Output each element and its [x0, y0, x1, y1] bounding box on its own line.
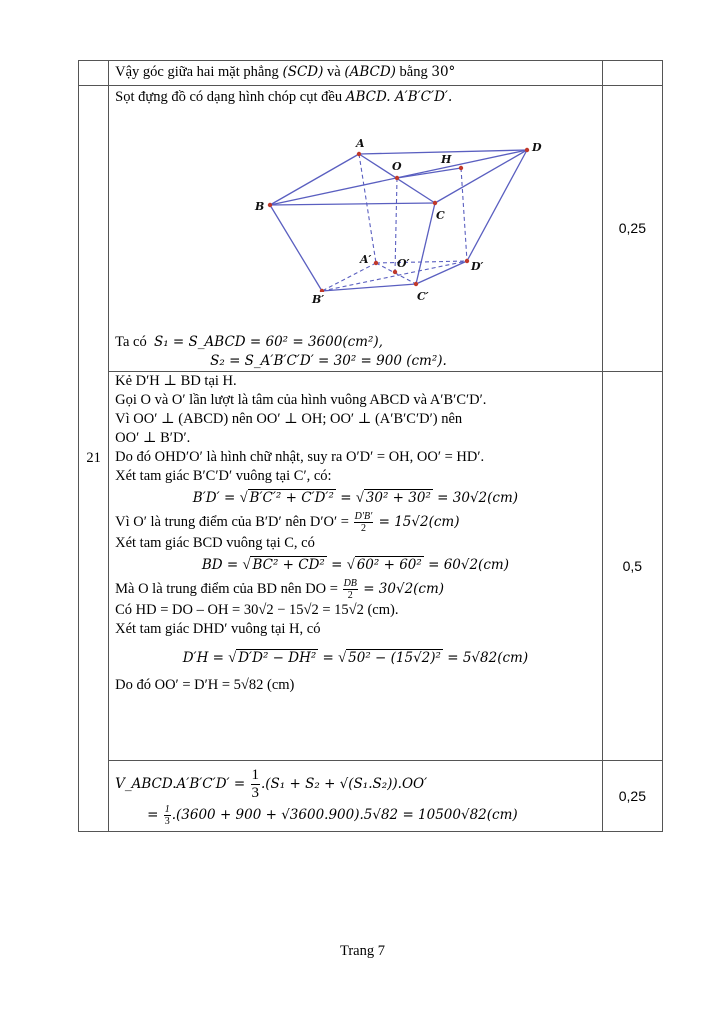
label-d: D [532, 141, 542, 154]
denominator: 3 [164, 816, 170, 827]
radicand: BC² + CD² [252, 557, 325, 573]
solution-line: Xét tam giác B′C′D′ vuông tại C′, có: [115, 468, 332, 484]
sqrt: √ D′D² − DH² [228, 650, 317, 666]
fraction [164, 804, 171, 827]
fraction [343, 578, 358, 601]
shape-name: ABCD. A′B′C′D′. [345, 89, 453, 105]
number-cell [79, 61, 109, 86]
formula-rhs: = 60√2(cm) [423, 557, 509, 573]
radicand: B′C′² + C′D′² [249, 490, 334, 506]
s1-formula: S₁ = S_ABCD = 60² = 3600(cm²), [153, 334, 383, 350]
table-row [79, 61, 663, 86]
score-cell [602, 761, 662, 832]
score-cell [602, 86, 662, 372]
score-cell [602, 61, 662, 86]
numerator: 1 [164, 804, 170, 815]
label-o-prime: O′ [397, 257, 410, 270]
fraction [251, 767, 261, 802]
label-d-prime: D′ [471, 260, 484, 273]
intro-text: Sọt đựng đồ có dạng hình chóp cụt đều [115, 89, 346, 105]
eq-sign: = [147, 806, 163, 823]
formula-lhs: BD = [201, 557, 243, 573]
score-value: 0,5 [622, 557, 643, 574]
row1-text-mid: và [323, 64, 345, 80]
solution-line: Xét tam giác DHD′ vuông tại H, có [115, 621, 321, 637]
score-cell [602, 372, 662, 761]
formula-bd [115, 556, 596, 575]
volume-result [115, 804, 596, 827]
s1-prefix: Ta có [115, 334, 147, 350]
formula-dh [115, 649, 596, 668]
frustum-diagram [115, 107, 577, 292]
solution-line: Do đó OO′ = D′H = 5√82 (cm) [115, 677, 295, 693]
page-number: Trang 7 [340, 943, 385, 959]
formula-lhs: D′H = [182, 650, 229, 666]
fraction [354, 511, 374, 534]
solution-line: Xét tam giác BCD vuông tại C, có [115, 535, 315, 551]
sqrt: √ 50² − (15√2)² [338, 650, 441, 666]
score-value: 0,25 [618, 220, 646, 236]
radicand: D′D² − DH² [238, 650, 317, 666]
volume-lhs: V_ABCD.A′B′C′D′ = [115, 775, 250, 792]
formula-eq: = [318, 650, 339, 666]
solution-line: Kẻ D′H ⊥ BD tại H. [115, 373, 237, 389]
question-number-text: 21 [86, 450, 101, 466]
radicand: 30² + 30² [365, 490, 431, 506]
volume-rhs: .(S₁ + S₂ + √(S₁.S₂)).OO′ [261, 775, 428, 792]
text: Vì O′ là trung điểm của B′D′ nên D′O′ = [115, 513, 353, 530]
sqrt: √ 60² + 60² [346, 557, 422, 573]
denominator: 3 [251, 785, 259, 801]
question-number [79, 86, 109, 832]
s2-formula: S₂ = S_A′B′C′D′ = 30² = 900 (cm²). [210, 353, 447, 369]
frustum-figure [115, 107, 577, 307]
label-o: O [392, 160, 402, 173]
text: = 30√2(cm) [358, 580, 445, 597]
table-row [79, 372, 663, 761]
solution-line [115, 511, 596, 534]
radicand: 60² + 60² [356, 557, 422, 573]
radicand: 50² − (15√2)² [348, 650, 441, 666]
table-row [79, 86, 663, 372]
page-footer [0, 943, 725, 960]
numerator: D′B′ [354, 511, 373, 522]
formula-rhs: = 30√2(cm) [432, 490, 519, 506]
content-cell [109, 61, 603, 86]
answer-table [78, 60, 663, 832]
solution-line: Do đó OHD′O′ là hình chữ nhật, suy ra O′D′ = OH, OO′ = HD′. [115, 449, 485, 465]
text: = 15√2(cm) [374, 513, 460, 530]
sqrt: √ BC² + CD² [242, 557, 325, 573]
row1-text-mid2: bằng [395, 64, 432, 80]
score-value: 0,25 [618, 787, 646, 804]
label-b: B [255, 200, 265, 213]
content-cell [109, 761, 603, 832]
numerator: DB [343, 578, 357, 589]
label-h: H [441, 153, 452, 166]
content-cell [109, 372, 603, 761]
solution-line: Vì OO′ ⊥ (ABCD) nên OO′ ⊥ OH; OO′ ⊥ (A′B′C′D′) nên [115, 411, 463, 427]
numerator: 1 [251, 767, 259, 783]
label-b-prime: B′ [312, 293, 325, 306]
solution-line: Có HD = DO – OH = 30√2 − 15√2 = 15√2 (cm). [115, 602, 399, 618]
volume-result-rhs: .(3600 + 900 + √3600.900).5√82 = 10500√82(cm) [171, 806, 518, 823]
label-c-prime: C′ [417, 290, 429, 303]
content-cell [109, 86, 603, 372]
solution-line [115, 578, 596, 601]
solution-line: OO′ ⊥ B′D′. [115, 430, 191, 446]
denominator: 2 [360, 523, 366, 534]
text: Mà O là trung điểm của BD nên DO = [115, 580, 342, 597]
formula-eq: = [335, 490, 356, 506]
plane-abcd: (ABCD) [344, 64, 396, 80]
sqrt: √ 30² + 30² [355, 490, 431, 506]
formula-eq: = [326, 557, 347, 573]
angle-value: 30° [431, 64, 456, 80]
label-a-prime: A′ [360, 253, 372, 266]
sqrt: √ B′C′² + C′D′² [239, 490, 334, 506]
formula-rhs: = 5√82(cm) [442, 650, 529, 666]
label-a: A [356, 137, 365, 150]
formula-bd-prime [115, 489, 596, 508]
volume-formula [115, 767, 596, 802]
plane-scd: (SCD) [282, 64, 324, 80]
row1-text: Vậy góc giữa hai mặt phẳng [115, 64, 283, 80]
denominator: 2 [347, 590, 353, 601]
table-row [79, 761, 663, 832]
label-c: C [436, 209, 445, 222]
formula-lhs: B′D′ = [192, 490, 240, 506]
solution-line: Gọi O và O′ lần lượt là tâm của hình vuông ABCD và A′B′C′D′. [115, 392, 487, 408]
